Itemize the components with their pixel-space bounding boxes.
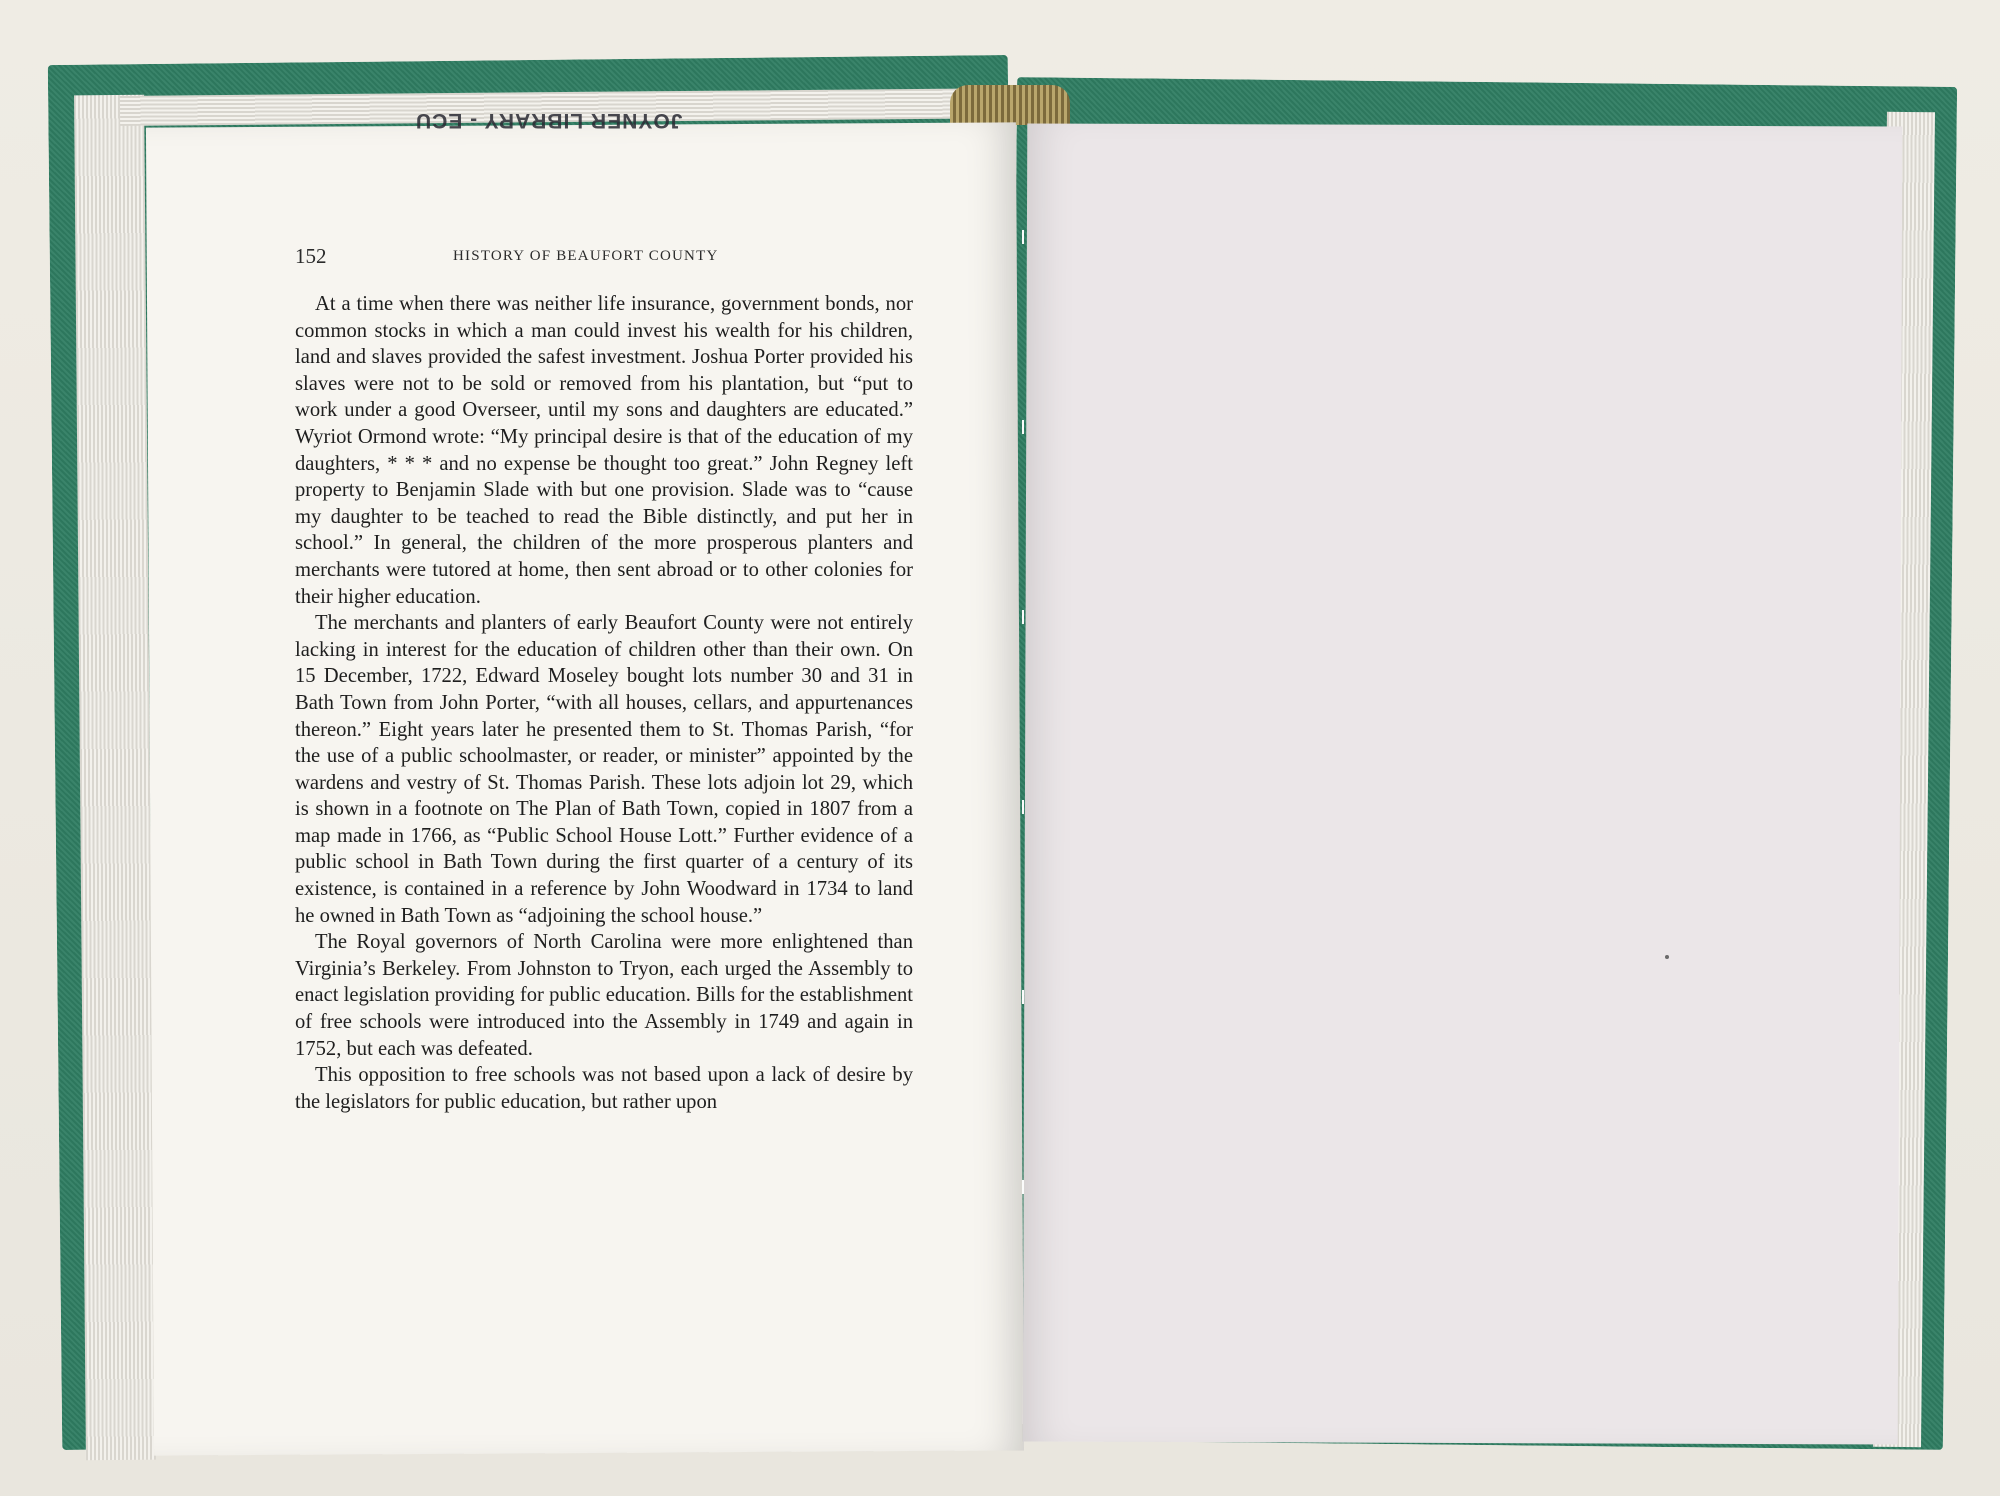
book-spine-headband [950,85,1070,125]
paragraph: The Royal governors of North Carolina were more enlightened than Virginia’s Berkeley. From Johnston to Tryon, each urged the Assembly to enact legislation providing for public education. Bills for the establishment of free schools were introduced into the Assembly in 1749 and again in 1752, but each was defeated. [295,931,913,1060]
page-header [295,244,915,272]
page-number: 152 [295,244,327,268]
library-stamp: JOYNER LIBRARY - ECU [415,109,683,132]
page-edges-left [74,95,156,1461]
paragraph: This opposition to free schools was not based upon a lack of desire by the legislators for public education, but rather upon [295,1064,913,1113]
binding-stitch [1022,420,1024,434]
paragraph: At a time when there was neither life insurance, government bonds, nor common stocks in which a man could invest his wealth for his children, land and slaves provided the safest investment. Joshua Porter provided his slaves were not to be sold or removed from his plantation, but “put to work under a good Overseer, until my sons and daughters are educated.” Wyriot Ormond wrote: “My principal desire is that of the education of my daughters, * * * and no expense be thought too great.” John Regney left property to Benjamin Slade with but one provision. Slade was to “cause my daughter to be teached to read the Bible distinctly, and put her in school.” In general, the children of the more prosperous planters and merchants were tutored at home, then sent abroad or to other colonies for their higher education. [295,293,913,608]
binding-stitch [1022,1180,1024,1194]
paragraph: The merchants and planters of early Beaufort County were not entirely lacking in interest for the education of children other than their own. On 15 December, 1722, Edward Moseley bought lots number 30 and 31 in Bath Town from John Porter, “with all houses, cellars, and appurtenances thereon.” Eight years later he presented them to St. Thomas Parish, “for the use of a public schoolmaster, or reader, or minister” appointed by the wardens and vestry of St. Thomas Parish. These lots adjoin lot 29, which is shown in a footnote on The Plan of Bath Town, copied in 1807 from a map made in 1766, as “Public School House Lott.” Further evidence of a public school in Bath Town during the first quarter of a century of its existence, is contained in a reference by John Woodward in 1734 to land he owned in Bath Town as “adjoining the school house.” [295,612,913,927]
running-head: HISTORY OF BEAUFORT COUNTY [453,248,719,264]
paper-speck [1665,955,1669,959]
binding-stitch [1022,230,1024,244]
right-page-blank [1023,123,1903,1444]
binding-stitch [1022,800,1024,814]
body-text [295,291,913,1115]
binding-stitch [1022,610,1024,624]
binding-stitch [1022,990,1024,1004]
